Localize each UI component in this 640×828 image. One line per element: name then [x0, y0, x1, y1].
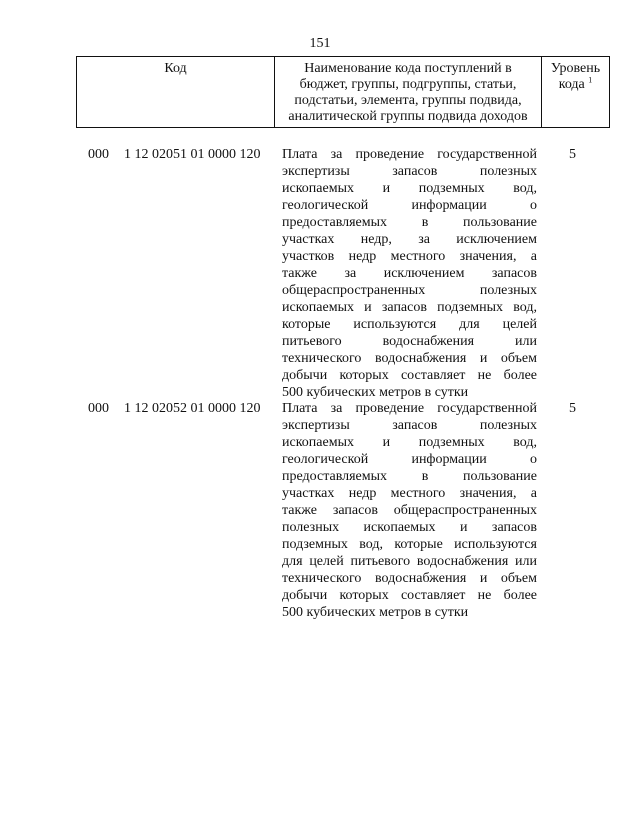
description-line: питьевого водоснабжения или [282, 334, 537, 349]
description-line: технического водоснабжения и объем [282, 571, 537, 586]
description-line: которые используются для целей [282, 317, 537, 332]
description-line: также запасов общераспространенных [282, 503, 537, 518]
description-line: добычи которых составляет не более [282, 588, 537, 603]
description-line: участках недр, за исключением [282, 232, 537, 247]
description-line: 500 кубических метров в сутки [282, 385, 469, 400]
description-line: для целей питьевого водоснабжения или [282, 554, 537, 569]
header-level-line [542, 77, 609, 93]
description-line: общераспространенных полезных [282, 283, 537, 298]
header-name-line: подстатьи, элемента, группы подвида, [294, 93, 522, 108]
level-value: 5 [569, 147, 576, 162]
page-number: 151 [309, 36, 331, 51]
header-code: Код [77, 57, 275, 127]
description-line: геологической информации о [282, 198, 537, 213]
description-line: подземных вод, которые используются [282, 537, 537, 552]
header-name-line: Наименование кода поступлений в [304, 61, 512, 76]
description-line: 500 кубических метров в сутки [282, 605, 469, 620]
description-line: экспертизы запасов полезных [282, 164, 537, 179]
header-level-code: кода [558, 77, 585, 92]
income-code: 1 12 02052 01 0000 120 [124, 401, 261, 416]
income-code: 1 12 02051 01 0000 120 [124, 147, 261, 162]
table-header [76, 56, 610, 128]
description-line: геологической информации о [282, 452, 537, 467]
header-name-line: бюджет, группы, подгруппы, статьи, [299, 77, 517, 92]
description-line: ископаемых и подземных вод, [282, 181, 537, 196]
header-name-line: аналитической группы подвида доходов [288, 109, 528, 124]
admin-code: 000 [88, 401, 109, 416]
description-line: также за исключением запасов [282, 266, 537, 281]
income-description [282, 400, 537, 621]
description-line: предоставляемых в пользование [282, 469, 537, 484]
description-line: предоставляемых в пользование [282, 215, 537, 230]
description-line: полезных ископаемых и запасов [282, 520, 537, 535]
admin-code: 000 [88, 147, 109, 162]
description-line: Плата за проведение государственной [282, 401, 537, 416]
income-description [282, 146, 537, 401]
description-line: экспертизы запасов полезных [282, 418, 537, 433]
header-level [542, 57, 609, 127]
header-name [275, 57, 542, 127]
description-line: Плата за проведение государственной [282, 147, 537, 162]
description-line: технического водоснабжения и объем [282, 351, 537, 366]
header-level-footnote: 1 [588, 75, 593, 85]
level-value: 5 [569, 401, 576, 416]
description-line: добычи которых составляет не более [282, 368, 537, 383]
description-line: ископаемых и запасов подземных вод, [282, 300, 537, 315]
description-line: участков недр местного значения, а [282, 249, 537, 264]
description-line: ископаемых и подземных вод, [282, 435, 537, 450]
header-level-line: Уровень [550, 61, 601, 76]
description-line: участках недр местного значения, а [282, 486, 537, 501]
